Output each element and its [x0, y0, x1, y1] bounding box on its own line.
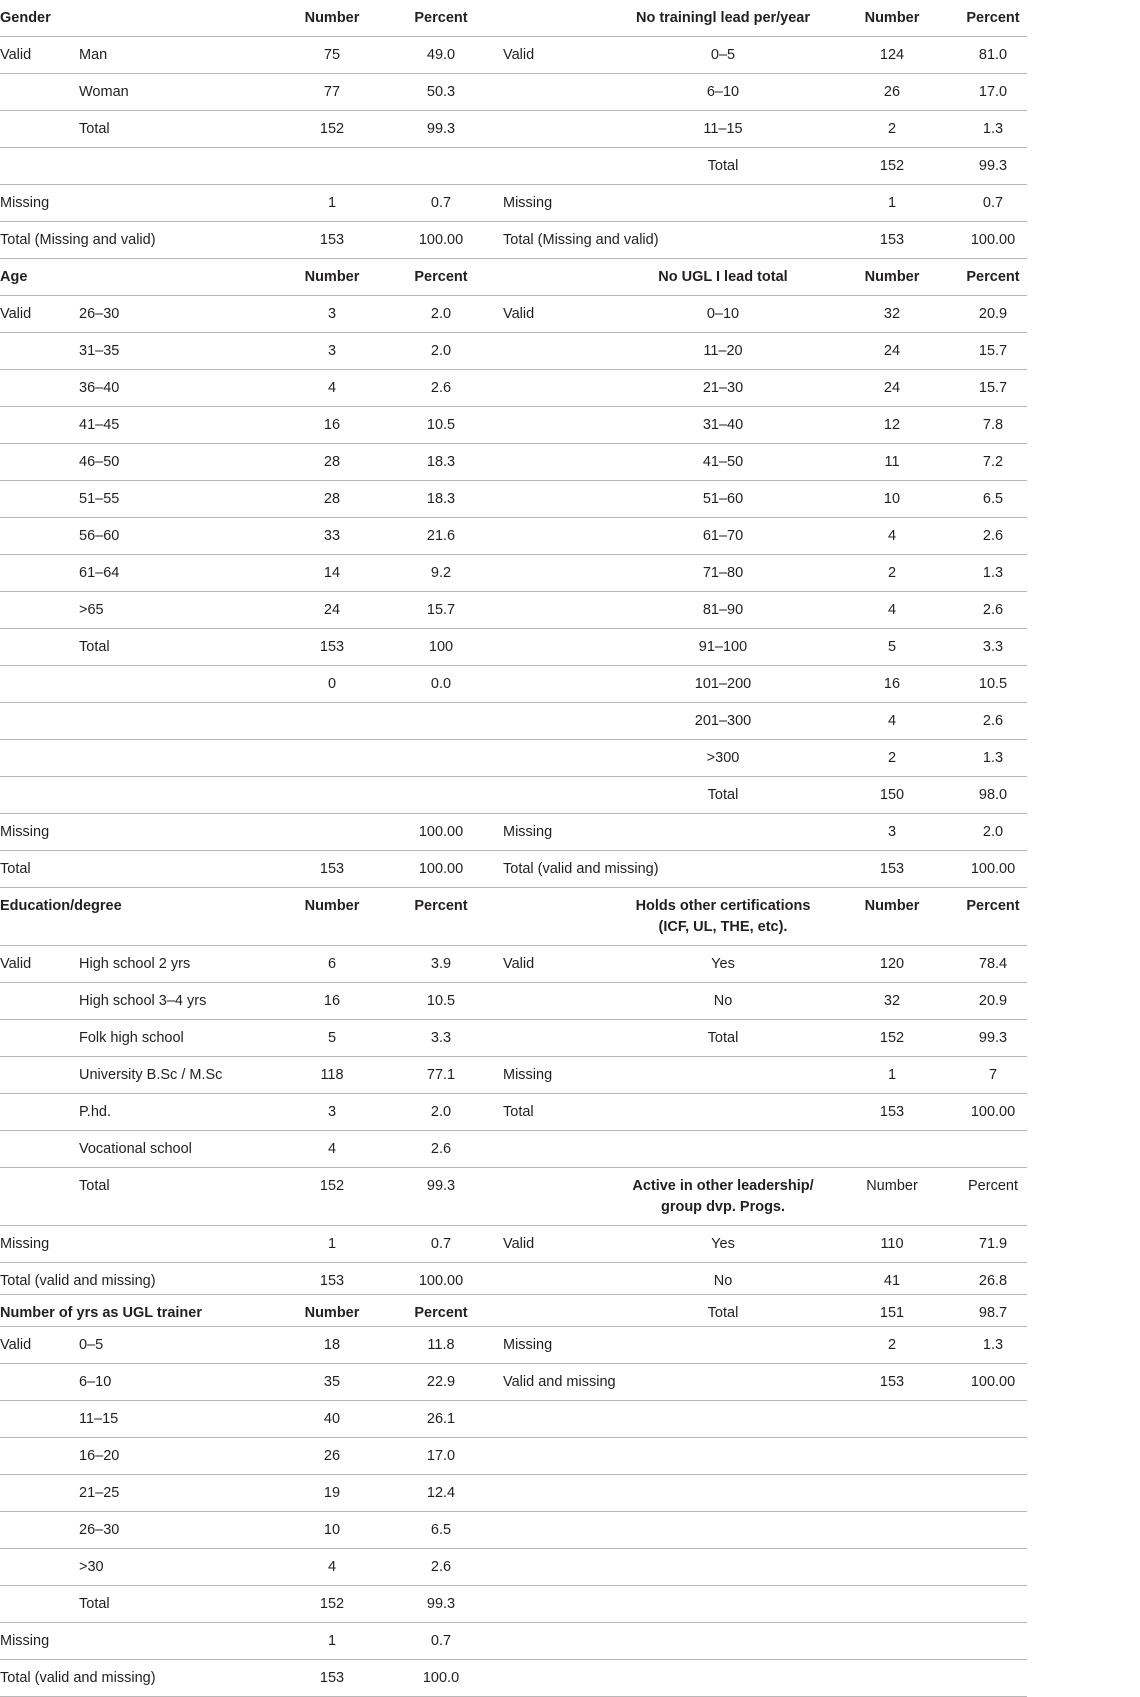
- right-number-cell: 1: [887, 195, 897, 211]
- percent-cell: 50.3: [426, 84, 456, 100]
- number-cell: 153: [319, 861, 345, 877]
- right-percent-cell: 81.0: [978, 47, 1008, 63]
- table-row: [0, 1327, 1027, 1364]
- table-row: [0, 481, 1027, 518]
- right-number-cell: 153: [879, 232, 905, 248]
- right-category-cell: 0–5: [710, 47, 736, 63]
- table-row: [0, 1131, 1027, 1168]
- number-cell: Number: [304, 10, 360, 26]
- table-row: [0, 1401, 1027, 1438]
- percent-cell: 100.0: [422, 1670, 460, 1686]
- row-label: Missing: [0, 824, 50, 840]
- right-percent-cell: 26.8: [978, 1273, 1008, 1289]
- percent-cell: 0.7: [430, 195, 452, 211]
- right-percent-cell: 2.6: [982, 713, 1004, 729]
- right-percent-cell: 99.3: [978, 158, 1008, 174]
- number-cell: 16: [323, 993, 341, 1009]
- row-sublabel: >30: [79, 1559, 104, 1575]
- number-cell: 5: [327, 1030, 337, 1046]
- right-category-cell: Total: [707, 1305, 739, 1321]
- right-percent-cell: 0.7: [982, 195, 1004, 211]
- row-label: Missing: [0, 1236, 50, 1252]
- right-percent-cell: 6.5: [982, 491, 1004, 507]
- table-row: [0, 185, 1027, 222]
- right-number-cell: 150: [879, 787, 905, 803]
- percent-cell: 10.5: [426, 993, 456, 1009]
- right-number-cell: 41: [883, 1273, 901, 1289]
- table-row: [0, 1094, 1027, 1131]
- right-percent-cell: Percent: [966, 269, 1020, 285]
- right-percent-cell: 3.3: [982, 639, 1004, 655]
- row-label: Number of yrs as UGL trainer: [0, 1305, 202, 1321]
- right-number-cell: 120: [879, 956, 905, 972]
- right-percent-cell: 1.3: [982, 750, 1004, 766]
- right-number-cell: 2: [887, 1337, 897, 1353]
- right-percent-cell: 100.00: [970, 1104, 1016, 1120]
- right-percent-cell: 100.00: [970, 861, 1016, 877]
- right-percent-cell: 78.4: [978, 956, 1008, 972]
- row-sublabel: Total: [79, 1596, 110, 1612]
- number-cell: 152: [319, 1178, 345, 1194]
- number-cell: 3: [327, 343, 337, 359]
- right-percent-cell: 20.9: [978, 993, 1008, 1009]
- row-sublabel: Total: [79, 1178, 110, 1194]
- right-category-cell: 31–40: [702, 417, 744, 433]
- table-header-row: [0, 0, 1027, 37]
- table-row: [0, 1475, 1027, 1512]
- table-row: [0, 629, 1027, 666]
- table-row: [0, 1263, 1027, 1295]
- right-category-cell: 0–10: [706, 306, 740, 322]
- row-sublabel: 56–60: [79, 528, 120, 544]
- number-cell: 1: [327, 1633, 337, 1649]
- table-row: [0, 111, 1027, 148]
- row-sublabel: 61–64: [79, 565, 120, 581]
- right-category-cell: >300: [706, 750, 740, 766]
- right-percent-cell: 17.0: [978, 84, 1008, 100]
- number-cell: 3: [327, 1104, 337, 1120]
- percent-cell: Percent: [414, 898, 468, 914]
- right-number-cell: 110: [880, 1236, 904, 1252]
- table-row: [0, 1057, 1027, 1094]
- table-row: [0, 1168, 1027, 1226]
- right-percent-cell: 20.9: [978, 306, 1008, 322]
- right-number-cell: 4: [887, 528, 897, 544]
- right-percent-cell: Percent: [966, 10, 1020, 26]
- right-category-cell: No trainingl lead per/year: [635, 10, 811, 26]
- right-number-cell: 153: [879, 1374, 905, 1390]
- percent-cell: 100.00: [418, 232, 464, 248]
- number-cell: 28: [323, 454, 341, 470]
- right-row-label: Total (Missing and valid): [503, 232, 659, 248]
- row-label: Total (valid and missing): [0, 1670, 156, 1686]
- right-category-cell: 101–200: [694, 676, 752, 692]
- table-row: [0, 296, 1027, 333]
- right-number-cell: 152: [879, 1030, 905, 1046]
- row-sublabel: 36–40: [79, 380, 120, 396]
- row-sublabel: 0–5: [79, 1337, 104, 1353]
- percent-cell: 6.5: [430, 1522, 452, 1538]
- percent-cell: 2.6: [430, 1141, 452, 1157]
- percent-cell: 100.00: [418, 824, 464, 840]
- right-number-cell: 1: [887, 1067, 897, 1083]
- right-category-cell: Holds other certifications (ICF, UL, THE, etc).: [635, 898, 811, 935]
- right-category-cell: 201–300: [694, 713, 752, 729]
- right-category-cell: 11–15: [703, 121, 743, 137]
- table-row: [0, 666, 1027, 703]
- right-percent-cell: Percent: [968, 1178, 1018, 1194]
- row-sublabel: Man: [79, 47, 108, 63]
- table-row: [0, 222, 1027, 259]
- row-label: Total (valid and missing): [0, 1273, 156, 1289]
- table-row: [0, 74, 1027, 111]
- right-row-label: Valid: [503, 956, 535, 972]
- right-number-cell: 4: [887, 602, 897, 618]
- number-cell: 3: [327, 306, 337, 322]
- table-row: [0, 407, 1027, 444]
- right-category-cell: 91–100: [698, 639, 748, 655]
- number-cell: Number: [304, 269, 360, 285]
- number-cell: 40: [323, 1411, 341, 1427]
- row-sublabel: 6–10: [79, 1374, 112, 1390]
- right-row-label: Valid: [503, 47, 535, 63]
- right-percent-cell: 1.3: [982, 121, 1004, 137]
- table-row: [0, 1438, 1027, 1475]
- right-category-cell: 6–10: [706, 84, 740, 100]
- row-sublabel: Total: [79, 639, 110, 655]
- row-sublabel: 31–35: [79, 343, 120, 359]
- right-category-cell: Total: [707, 787, 739, 803]
- right-category-cell: Total: [707, 1030, 739, 1046]
- number-cell: 1: [327, 195, 337, 211]
- table-row: [0, 1660, 1027, 1697]
- percent-cell: 11.8: [427, 1337, 455, 1353]
- row-sublabel: 41–45: [79, 417, 120, 433]
- table-row: [0, 592, 1027, 629]
- number-cell: 4: [327, 380, 337, 396]
- right-number-cell: 153: [879, 1104, 905, 1120]
- table-header-row: [0, 888, 1027, 946]
- right-category-cell: 71–80: [702, 565, 744, 581]
- row-sublabel: P.hd.: [79, 1104, 111, 1120]
- percent-cell: Percent: [414, 269, 468, 285]
- row-sublabel: Woman: [79, 84, 129, 100]
- right-row-label: Missing: [503, 195, 553, 211]
- right-percent-cell: Percent: [966, 898, 1020, 914]
- percent-cell: 18.3: [426, 491, 456, 507]
- percent-cell: 49.0: [426, 47, 456, 63]
- number-cell: 35: [323, 1374, 341, 1390]
- table-row: [0, 1623, 1027, 1660]
- right-percent-cell: 7.8: [982, 417, 1004, 433]
- right-number-cell: 151: [879, 1305, 905, 1321]
- percent-cell: 0.0: [430, 676, 452, 692]
- right-row-label: Total: [503, 1104, 534, 1120]
- right-row-label: Missing: [503, 1337, 553, 1353]
- percent-cell: 100: [428, 639, 454, 655]
- percent-cell: 22.9: [426, 1374, 456, 1390]
- row-label: Gender: [0, 10, 51, 26]
- row-sublabel: Vocational school: [79, 1141, 192, 1157]
- table-row: [0, 518, 1027, 555]
- number-cell: 6: [327, 956, 337, 972]
- table-header-row: [0, 259, 1027, 296]
- right-number-cell: 10: [883, 491, 901, 507]
- right-percent-cell: 98.7: [978, 1305, 1008, 1321]
- percent-cell: 3.3: [430, 1030, 452, 1046]
- row-label: Missing: [0, 1633, 50, 1649]
- table-row: [0, 1586, 1027, 1623]
- percent-cell: 0.7: [430, 1633, 452, 1649]
- number-cell: 1: [327, 1236, 337, 1252]
- percent-cell: 2.6: [430, 1559, 452, 1575]
- percent-cell: Percent: [414, 10, 468, 26]
- table-row: [0, 703, 1027, 740]
- right-row-label: Total (valid and missing): [503, 861, 659, 877]
- number-cell: 75: [323, 47, 341, 63]
- percent-cell: 10.5: [426, 417, 456, 433]
- number-cell: 14: [323, 565, 341, 581]
- right-number-cell: 16: [883, 676, 901, 692]
- row-label: Age: [0, 269, 28, 285]
- row-label: Missing: [0, 195, 50, 211]
- percent-cell: 17.0: [426, 1448, 456, 1464]
- right-number-cell: Number: [864, 269, 920, 285]
- row-sublabel: 26–30: [79, 1522, 120, 1538]
- number-cell: 153: [319, 1273, 345, 1289]
- table-header-row: [0, 1295, 1027, 1327]
- row-label: Total: [0, 861, 31, 877]
- percent-cell: Percent: [414, 1305, 468, 1321]
- percent-cell: 18.3: [426, 454, 456, 470]
- percent-cell: 100.00: [418, 1273, 464, 1289]
- table-row: [0, 37, 1027, 74]
- row-sublabel: 11–15: [79, 1411, 119, 1427]
- right-section-header: Active in other leadership/ group dvp. Progs.: [632, 1178, 814, 1215]
- table-row: [0, 777, 1027, 814]
- right-percent-cell: 7: [988, 1067, 998, 1083]
- right-category-cell: 81–90: [702, 602, 744, 618]
- right-number-cell: 153: [879, 861, 905, 877]
- right-number-cell: 3: [887, 824, 897, 840]
- number-cell: 28: [323, 491, 341, 507]
- right-number-cell: Number: [864, 10, 920, 26]
- right-number-cell: 5: [887, 639, 897, 655]
- percent-cell: 21.6: [426, 528, 456, 544]
- right-percent-cell: 2.6: [982, 528, 1004, 544]
- row-label: Valid: [0, 306, 32, 322]
- number-cell: 19: [323, 1485, 341, 1501]
- table-row: [0, 983, 1027, 1020]
- row-sublabel: High school 3–4 yrs: [79, 993, 207, 1009]
- row-label: Valid: [0, 956, 32, 972]
- table-row: [0, 1364, 1027, 1401]
- right-category-cell: 41–50: [702, 454, 744, 470]
- percent-cell: 2.0: [430, 306, 452, 322]
- right-percent-cell: 98.0: [978, 787, 1008, 803]
- table-row: [0, 444, 1027, 481]
- percent-cell: 100.00: [418, 861, 464, 877]
- number-cell: Number: [304, 898, 360, 914]
- right-percent-cell: 10.5: [978, 676, 1008, 692]
- right-number-cell: 24: [883, 380, 901, 396]
- right-row-label: Missing: [503, 824, 553, 840]
- right-percent-cell: 100.00: [970, 232, 1016, 248]
- number-cell: 77: [323, 84, 341, 100]
- right-percent-cell: 71.9: [978, 1236, 1008, 1252]
- percent-cell: 0.7: [430, 1236, 452, 1252]
- number-cell: 0: [327, 676, 337, 692]
- right-number-cell: 2: [887, 750, 897, 766]
- table-row: [0, 333, 1027, 370]
- table-row: [0, 555, 1027, 592]
- right-number-cell: Number: [864, 898, 920, 914]
- table-row: [0, 1549, 1027, 1586]
- row-label: Valid: [0, 1337, 32, 1353]
- right-number-cell: 12: [883, 417, 901, 433]
- table-row: [0, 1020, 1027, 1057]
- right-percent-cell: 99.3: [978, 1030, 1008, 1046]
- right-percent-cell: 1.3: [982, 1337, 1004, 1353]
- right-category-cell: 21–30: [702, 380, 744, 396]
- row-sublabel: 21–25: [79, 1485, 120, 1501]
- percent-cell: 15.7: [426, 602, 456, 618]
- percent-cell: 2.6: [430, 380, 452, 396]
- right-number-cell: Number: [866, 1178, 918, 1194]
- row-sublabel: University B.Sc / M.Sc: [79, 1067, 223, 1083]
- right-number-cell: 26: [883, 84, 901, 100]
- table-row: [0, 851, 1027, 888]
- right-number-cell: 124: [879, 47, 905, 63]
- right-category-cell: 61–70: [702, 528, 744, 544]
- right-category-cell: No UGL I lead total: [658, 269, 788, 285]
- percent-cell: 99.3: [426, 1178, 456, 1194]
- percent-cell: 77.1: [426, 1067, 456, 1083]
- number-cell: 152: [319, 121, 345, 137]
- number-cell: 4: [327, 1559, 337, 1575]
- row-sublabel: Folk high school: [79, 1030, 184, 1046]
- number-cell: 10: [323, 1522, 341, 1538]
- row-sublabel: 26–30: [79, 306, 120, 322]
- row-sublabel: 51–55: [79, 491, 120, 507]
- right-percent-cell: 1.3: [982, 565, 1004, 581]
- right-number-cell: 24: [883, 343, 901, 359]
- right-category-cell: Yes: [711, 956, 735, 972]
- number-cell: 33: [323, 528, 341, 544]
- number-cell: 26: [323, 1448, 341, 1464]
- right-category-cell: Total: [707, 158, 739, 174]
- percent-cell: 2.0: [430, 1104, 452, 1120]
- percent-cell: 3.9: [430, 956, 452, 972]
- table-row: [0, 1226, 1027, 1263]
- percent-cell: 12.4: [426, 1485, 456, 1501]
- number-cell: 153: [319, 1670, 345, 1686]
- right-percent-cell: 100.00: [970, 1374, 1016, 1390]
- right-number-cell: 4: [887, 713, 897, 729]
- right-category-cell: No: [713, 993, 733, 1009]
- number-cell: 152: [319, 1596, 345, 1612]
- row-sublabel: Total: [79, 121, 110, 137]
- right-category-cell: No: [713, 1273, 733, 1289]
- number-cell: 18: [323, 1337, 341, 1353]
- right-row-label: Missing: [503, 1067, 553, 1083]
- table-row: [0, 740, 1027, 777]
- percent-cell: 99.3: [426, 121, 456, 137]
- number-cell: 24: [323, 602, 341, 618]
- right-category-cell: Yes: [711, 1236, 735, 1252]
- right-percent-cell: 15.7: [978, 380, 1008, 396]
- number-cell: 4: [327, 1141, 337, 1157]
- right-category-cell: 11–20: [703, 343, 743, 359]
- right-number-cell: 32: [883, 306, 901, 322]
- right-number-cell: 152: [879, 158, 905, 174]
- right-percent-cell: 2.0: [982, 824, 1004, 840]
- table-row: [0, 370, 1027, 407]
- table-row: [0, 946, 1027, 983]
- right-percent-cell: 7.2: [982, 454, 1004, 470]
- right-number-cell: 2: [887, 565, 897, 581]
- table-row: [0, 1512, 1027, 1549]
- right-row-label: Valid: [503, 306, 535, 322]
- number-cell: 153: [319, 639, 345, 655]
- number-cell: 118: [320, 1067, 344, 1083]
- right-number-cell: 32: [883, 993, 901, 1009]
- table-row: [0, 814, 1027, 851]
- number-cell: 153: [319, 232, 345, 248]
- percent-cell: 26.1: [426, 1411, 456, 1427]
- right-number-cell: 2: [887, 121, 897, 137]
- row-sublabel: 46–50: [79, 454, 120, 470]
- percent-cell: 99.3: [426, 1596, 456, 1612]
- row-label: Total (Missing and valid): [0, 232, 156, 248]
- right-row-label: Valid and missing: [503, 1374, 616, 1390]
- row-sublabel: High school 2 yrs: [79, 956, 191, 972]
- right-number-cell: 11: [884, 454, 900, 470]
- row-sublabel: 16–20: [79, 1448, 120, 1464]
- right-row-label: Valid: [503, 1236, 535, 1252]
- percent-cell: 9.2: [430, 565, 452, 581]
- percent-cell: 2.0: [430, 343, 452, 359]
- row-sublabel: >65: [79, 602, 104, 618]
- row-label: Valid: [0, 47, 32, 63]
- right-category-cell: 51–60: [702, 491, 744, 507]
- number-cell: Number: [304, 1305, 360, 1321]
- table-row: [0, 148, 1027, 185]
- number-cell: 16: [323, 417, 341, 433]
- right-percent-cell: 15.7: [978, 343, 1008, 359]
- row-label: Education/degree: [0, 898, 122, 914]
- right-percent-cell: 2.6: [982, 602, 1004, 618]
